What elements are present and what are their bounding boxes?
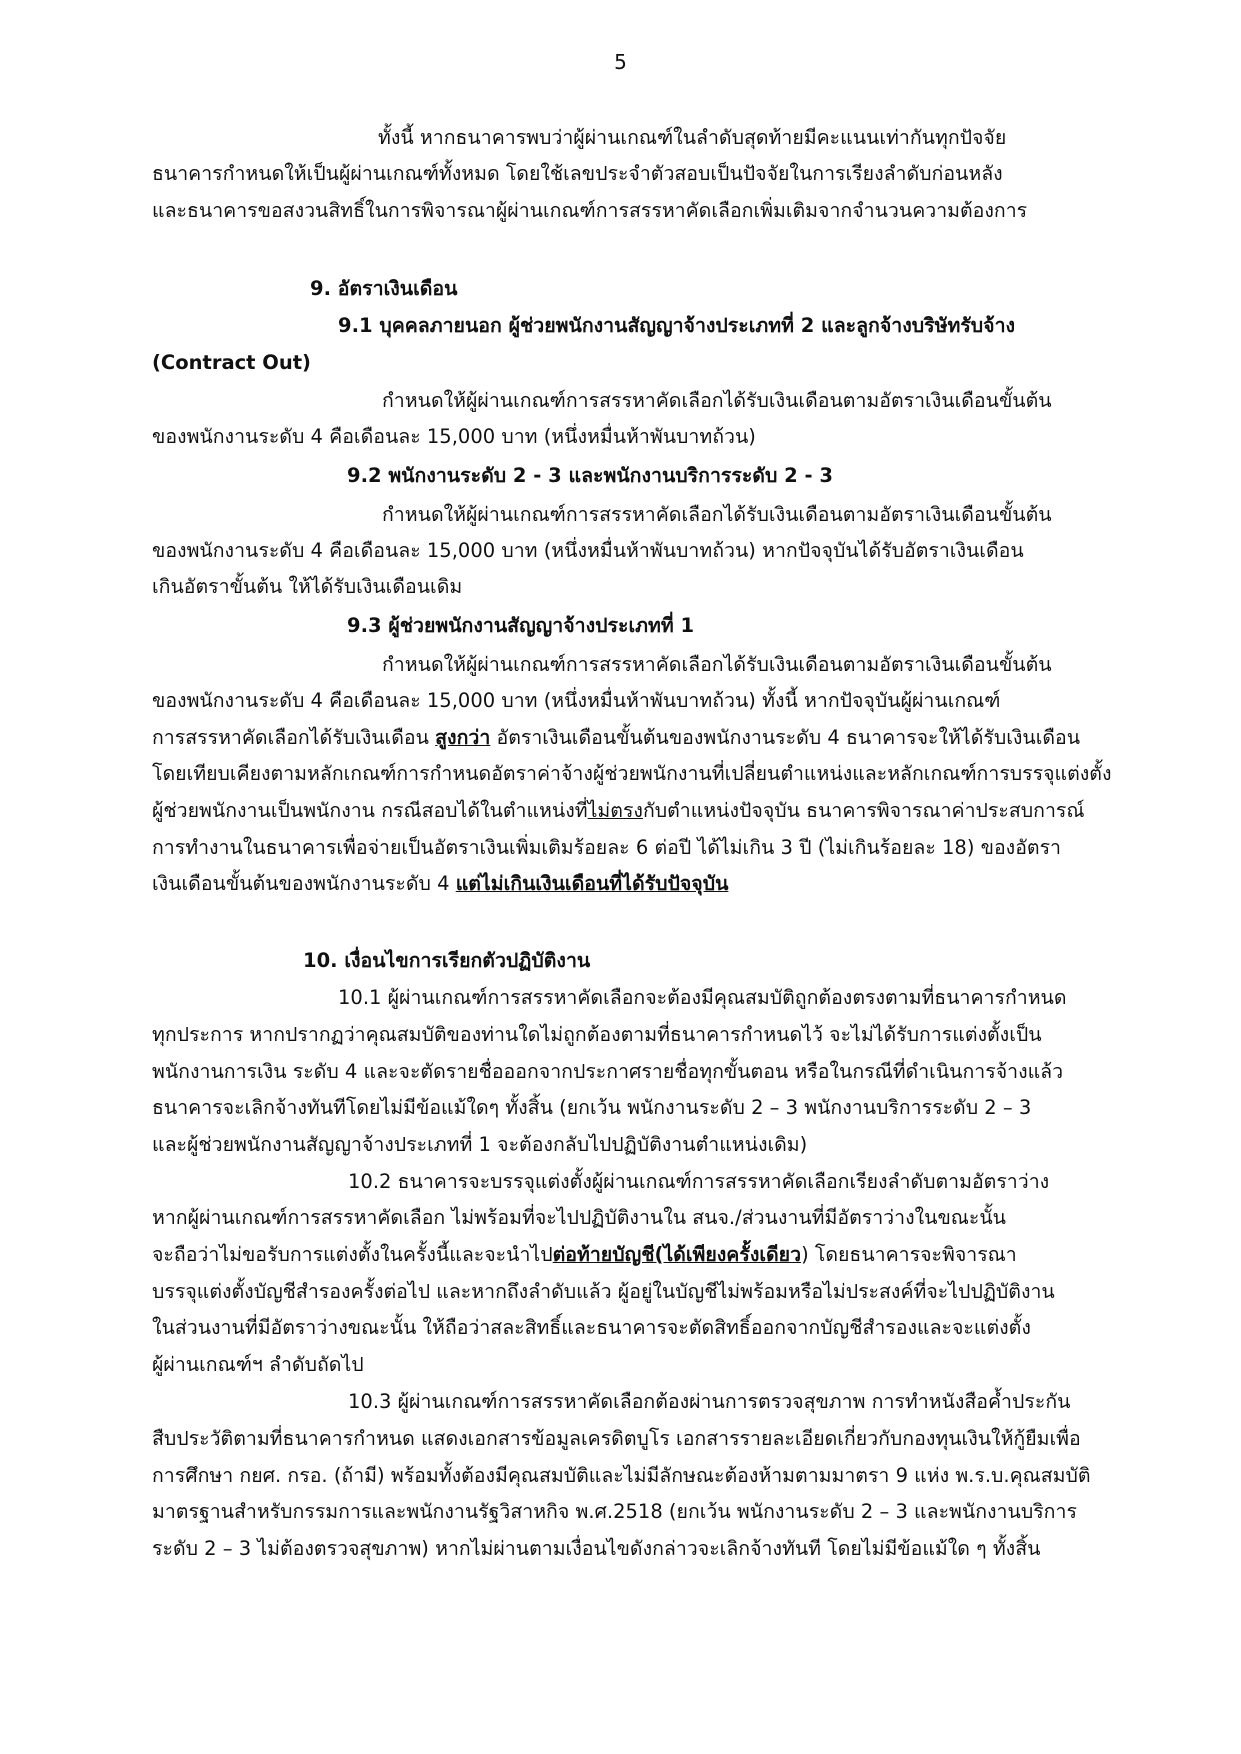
- text-line: กำหนดให้ผู้ผ่านเกณฑ์การสรรหาคัดเลือกได้รับเงินเดือนตามอัตราเงินเดือนขั้นต้น: [382, 503, 1052, 526]
- page-number: 5: [614, 50, 627, 74]
- section-heading: 9. อัตราเงินเดือน: [310, 277, 458, 300]
- text-line: โดยเทียบเคียงตามหลักเกณฑ์การกำหนดอัตราค่าจ้างผู้ช่วยพนักงานที่เปลี่ยนตำแหน่งและหลักเกณฑ์การบรรจุแต่งตั้ง: [152, 762, 1112, 785]
- text-line: ของพนักงานระดับ 4 คือเดือนละ 15,000 บาท (หนึ่งหมื่นห้าพันบาทถ้วน) หากปัจจุบันได้รับอัตราเงินเดือน: [152, 539, 1024, 562]
- text-line: 10.2 ธนาคารจะบรรจุแต่งตั้งผู้ผ่านเกณฑ์การสรรหาคัดเลือกเรียงลำดับตามอัตราว่าง: [348, 1170, 1050, 1193]
- text-span: เงินเดือนขั้นต้นของพนักงานระดับ 4: [152, 872, 456, 895]
- subsection-heading: (Contract Out): [152, 351, 311, 374]
- text-line: ทุกประการ หากปรากฏว่าคุณสมบัติของท่านใดไม่ถูกต้องตามที่ธนาคารกำหนดไว้ จะไม่ได้รับการแต่งตั้งเป็น: [152, 1023, 1042, 1046]
- text-line: พนักงานการเงิน ระดับ 4 และจะตัดรายชื่อออกจากประกาศรายชื่อทุกขั้นตอน หรือในกรณีที่ดำเนินการจ้างแล้ว: [152, 1060, 1064, 1083]
- emphasis-text: แต่ไม่เกินเงินเดือนที่ได้รับปัจจุบัน: [455, 872, 729, 895]
- emphasis-text: สูงกว่า: [435, 726, 491, 749]
- subsection-heading: 9.3 ผู้ช่วยพนักงานสัญญาจ้างประเภทที่ 1: [347, 614, 695, 637]
- text-span: ผู้ช่วยพนักงานเป็นพนักงาน กรณีสอบได้ในตำแหน่งที่: [152, 799, 588, 822]
- text-line: ผู้ผ่านเกณฑ์ฯ ลำดับถัดไป: [152, 1353, 364, 1376]
- underlined-text: ไม่ตรง: [587, 799, 643, 822]
- subsection-heading: 9.1 บุคคลภายนอก ผู้ช่วยพนักงานสัญญาจ้างประเภทที่ 2 และลูกจ้างบริษัทรับจ้าง: [338, 314, 1016, 337]
- text-line: ระดับ 2 – 3 ไม่ต้องตรวจสุขภาพ) หากไม่ผ่านตามเงื่อนไขดังกล่าวจะเลิกจ้างทันที โดยไม่มีข้อแม้ใด ๆ ทั้งสิ้น: [152, 1537, 1041, 1560]
- text-line: ธนาคารกำหนดให้เป็นผู้ผ่านเกณฑ์ทั้งหมด โดยใช้เลขประจำตัวสอบเป็นปัจจัยในการเรียงลำดับก่อนหลัง: [152, 162, 1003, 185]
- emphasis-text: ต่อท้ายบัญชี(ได้เพียงครั้งเดียว: [552, 1243, 802, 1266]
- section-heading: 10. เงื่อนไขการเรียกตัวปฏิบัติงาน: [303, 949, 591, 972]
- text-line: และธนาคารขอสงวนสิทธิ์ในการพิจารณาผู้ผ่านเกณฑ์การสรรหาคัดเลือกเพิ่มเติมจากจำนวนความต้องการ: [152, 199, 1028, 222]
- text-line: มาตรฐานสำหรับกรรมการและพนักงานรัฐวิสาหกิจ พ.ศ.2518 (ยกเว้น พนักงานระดับ 2 – 3 และพนักงานบริการ: [152, 1500, 1077, 1523]
- subsection-heading: 9.2 พนักงานระดับ 2 - 3 และพนักงานบริการระดับ 2 - 3: [347, 464, 833, 487]
- text-span: ) โดยธนาคารจะพิจารณา: [801, 1243, 1017, 1266]
- text-line: ธนาคารจะเลิกจ้างทันทีโดยไม่มีข้อแม้ใดๆ ทั้งสิ้น (ยกเว้น พนักงานระดับ 2 – 3 พนักงานบริการระดับ 2 – 3: [152, 1096, 1032, 1119]
- text-line: ในส่วนงานที่มีอัตราว่างขณะนั้น ให้ถือว่าสละสิทธิ์และธนาคารจะตัดสิทธิ์ออกจากบัญชีสำรองและจะแต่งตั้ง: [152, 1316, 1031, 1339]
- text-line: สืบประวัติตามที่ธนาคารกำหนด แสดงเอกสารข้อมูลเครดิตบูโร เอกสารรายละเอียดเกี่ยวกับกองทุนเงินให้กู้ยืมเพื่อ: [152, 1427, 1081, 1450]
- text-span: จะถือว่าไม่ขอรับการแต่งตั้งในครั้งนี้และจะนำไป: [152, 1243, 553, 1266]
- text-line: และผู้ช่วยพนักงานสัญญาจ้างประเภทที่ 1 จะต้องกลับไปปฏิบัติงานตำแหน่งเดิม): [152, 1133, 808, 1156]
- text-line: เกินอัตราขั้นต้น ให้ได้รับเงินเดือนเดิม: [152, 575, 463, 598]
- text-line: ของพนักงานระดับ 4 คือเดือนละ 15,000 บาท (หนึ่งหมื่นห้าพันบาทถ้วน) ทั้งนี้ หากปัจจุบันผู้ผ่านเกณฑ์: [152, 689, 1001, 712]
- text-span: กับตำแหน่งปัจจุบัน ธนาคารพิจารณาค่าประสบการณ์: [642, 799, 1085, 822]
- text-line: [152, 724, 1080, 752]
- text-line: กำหนดให้ผู้ผ่านเกณฑ์การสรรหาคัดเลือกได้รับเงินเดือนตามอัตราเงินเดือนขั้นต้น: [382, 653, 1052, 676]
- text-line: [152, 797, 1084, 825]
- text-line: [152, 870, 728, 898]
- text-line: กำหนดให้ผู้ผ่านเกณฑ์การสรรหาคัดเลือกได้รับเงินเดือนตามอัตราเงินเดือนขั้นต้น: [382, 389, 1052, 412]
- text-line: ทั้งนี้ หากธนาคารพบว่าผู้ผ่านเกณฑ์ในลำดับสุดท้ายมีคะแนนเท่ากันทุกปัจจัย: [378, 126, 1007, 149]
- text-line: 10.1 ผู้ผ่านเกณฑ์การสรรหาคัดเลือกจะต้องมีคุณสมบัติถูกต้องตรงตามที่ธนาคารกำหนด: [338, 986, 1067, 1009]
- text-line: 10.3 ผู้ผ่านเกณฑ์การสรรหาคัดเลือกต้องผ่านการตรวจสุขภาพ การทำหนังสือค้ำประกัน: [348, 1390, 1071, 1413]
- text-line: การทำงานในธนาคารเพื่อจ่ายเป็นอัตราเงินเพิ่มเติมร้อยละ 6 ต่อปี ได้ไม่เกิน 3 ปี (ไม่เกินร้อยละ 18) ของอัตรา: [152, 836, 1061, 859]
- text-span: การสรรหาคัดเลือกได้รับเงินเดือน: [152, 726, 436, 749]
- text-line: ของพนักงานระดับ 4 คือเดือนละ 15,000 บาท (หนึ่งหมื่นห้าพันบาทถ้วน): [152, 425, 756, 448]
- text-line: การศึกษา กยศ. กรอ. (ถ้ามี) พร้อมทั้งต้องมีคุณสมบัติและไม่มีลักษณะต้องห้ามตามมาตรา 9 แห่ง พ.ร.บ.คุณสมบัติ: [152, 1464, 1091, 1487]
- text-line: [152, 1241, 1017, 1269]
- text-line: หากผู้ผ่านเกณฑ์การสรรหาคัดเลือก ไม่พร้อมที่จะไปปฏิบัติงานใน สนจ./ส่วนงานที่มีอัตราว่างในขณะนั้น: [152, 1206, 1007, 1229]
- text-span: อัตราเงินเดือนขั้นต้นของพนักงานระดับ 4 ธนาคารจะให้ได้รับเงินเดือน: [490, 726, 1081, 749]
- text-line: บรรจุแต่งตั้งบัญชีสำรองครั้งต่อไป และหากถึงลำดับแล้ว ผู้อยู่ในบัญชีไม่พร้อมหรือไม่ประสงค์ที่จะไปปฏิบัติงาน: [152, 1280, 1055, 1303]
